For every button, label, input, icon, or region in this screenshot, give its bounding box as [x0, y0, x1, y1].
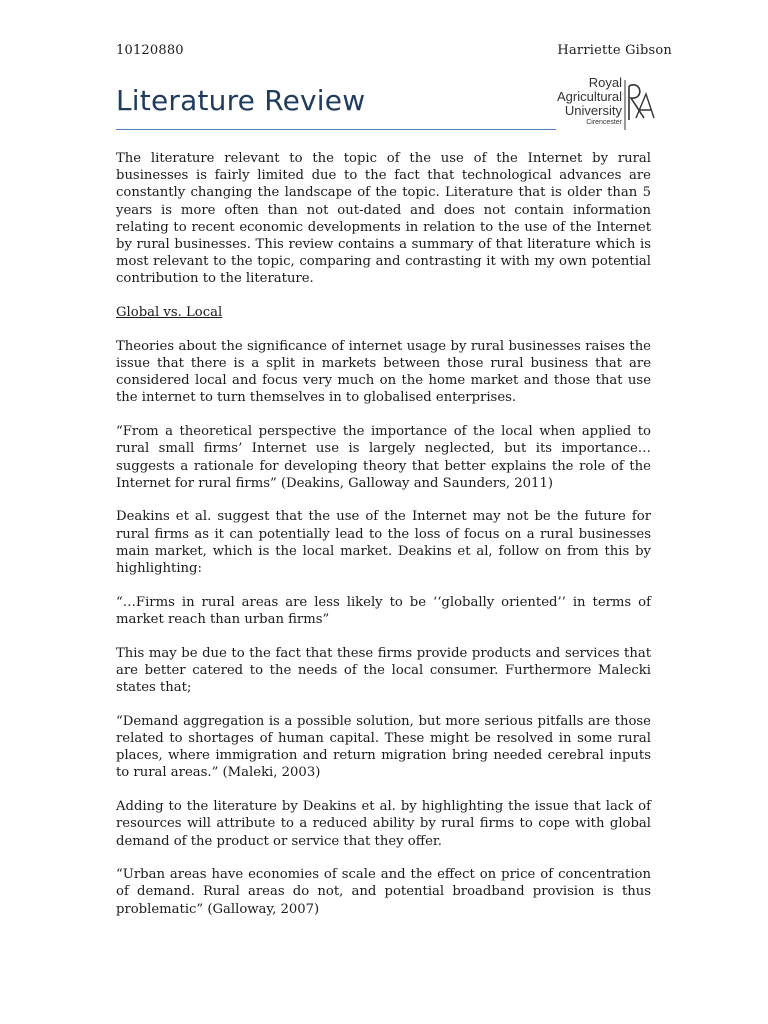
university-logo	[556, 76, 656, 134]
paragraph-theories: Theories about the significance of internet usage by rural businesses raises the issue that there is a split in markets between those rural business that are considered local and focus very much on the home market and those that use the internet to turn themselves in to globalised enterprises.	[116, 338, 651, 406]
quote-globally-oriented: “…Firms in rural areas are less likely to be ‘‘globally oriented’’ in terms of market reach than urban firms”	[116, 594, 651, 627]
quote-deakins-2011: “From a theoretical perspective the importance of the local when applied to rural small firms’ Internet use is largely neglected, but its importance… suggests a rationale for developing theory that better explains the role of the Internet for rural firms” (Deakins, Galloway and Saunders, 2011)	[116, 424, 651, 491]
paragraph-malecki-intro: This may be due to the fact that these firms provide products and services that are better catered to the needs of the local consumer. Furthermore Malecki states that;	[116, 645, 651, 696]
logo-line-university: University	[564, 103, 622, 118]
logo-line-royal: Royal	[588, 75, 622, 90]
author-name: Harriette Gibson	[557, 43, 672, 58]
quote-galloway-2007: “Urban areas have economies of scale and the effect on price of concentration of demand. Rural areas do not, and potential broadband provision is thus problematic” (Galloway, 2007)	[116, 867, 651, 917]
paragraph-deakins-suggest: Deakins et al. suggest that the use of the Internet may not be the future for rural firms as it can potentially lead to the loss of focus on a rural businesses main market, which is the local market. Deakins et al, follow on from this by highlighting:	[116, 509, 651, 577]
paragraph-intro: The literature relevant to the topic of the use of the Internet by rural businesses is fairly limited due to the fact that technological advances are constantly changing the landscape of the topic. Literature that is older than 5 years is more often than not out-dated and does not contain information relating to recent economic developments in relation to the use of the Internet by rural businesses. This review contains a summary of that literature which is most relevant to the topic, comparing and contrasting it with my own potential contribution to the literature.	[116, 151, 651, 287]
section-heading-global-vs-local: Global vs. Local	[116, 305, 223, 321]
paragraph-lack-of-resources: Adding to the literature by Deakins et al. by highlighting the issue that lack of resources will attribute to a reduced ability by rural firms to cope with global demand of the product or service that they offer.	[116, 799, 651, 849]
logo-text	[557, 76, 622, 127]
student-id: 10120880	[116, 43, 184, 58]
quote-maleki-2003: “Demand aggregation is a possible solution, but more serious pitfalls are those related to shortages of human capital. These might be resolved in some rural places, where immigration and return migration bring needed cerebral inputs to rural areas.” (Maleki, 2003)	[116, 713, 651, 781]
logo-line-cirencester: Cirencester	[586, 119, 622, 126]
body-text	[116, 150, 651, 934]
title-underline	[116, 129, 556, 130]
logo-line-agricultural: Agricultural	[556, 89, 622, 104]
rau-monogram-icon	[622, 78, 656, 132]
page-title: Literature Review	[116, 84, 366, 117]
